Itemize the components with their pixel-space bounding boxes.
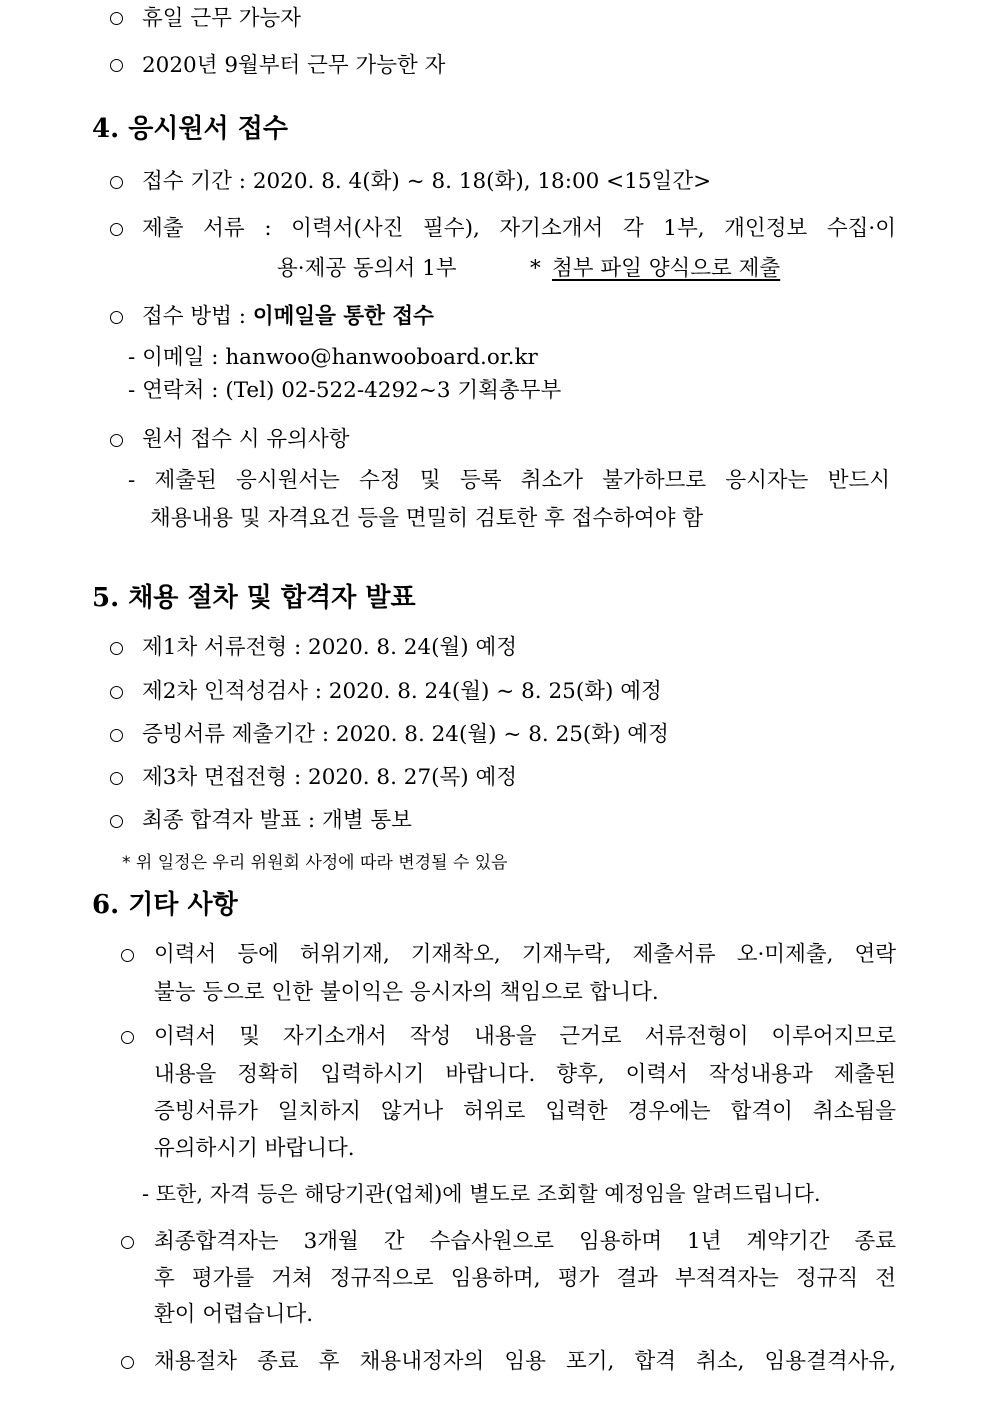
other-item2-line1: 이력서 및 자기소개서 작성 내용을 근거로 서류전형이 이루어지므로 — [154, 1024, 896, 1049]
other-item3-line1: 최종합격자는 3개월 간 수습사원으로 임용하며 1년 계약기간 종료 — [154, 1229, 896, 1254]
caution-title: 원서 접수 시 유의사항 — [142, 427, 350, 452]
bullet-circle-icon — [121, 1031, 134, 1044]
documents-note: 첨부 파일 양식으로 제출 — [552, 256, 781, 281]
bullet-circle-icon — [121, 1236, 134, 1249]
bullet-circle-icon — [110, 12, 123, 25]
step-aptitude-test: 제2차 인적성검사 : 2020. 8. 24(월) ~ 8. 25(화) 예정 — [142, 679, 662, 704]
section-4-title: 4. 응시원서 접수 — [92, 114, 288, 144]
application-period: 접수 기간 : 2020. 8. 4(화) ~ 8. 18(화), 18:00 <15일간> — [142, 169, 712, 194]
application-method-label: 접수 방법 : — [142, 304, 253, 329]
bullet-circle-icon — [110, 642, 123, 655]
other-item3-line3: 환이 어렵습니다. — [154, 1302, 314, 1327]
contact-phone: - 연락처 : (Tel) 02-522-4292~3 기획총무부 — [128, 378, 562, 403]
other-item2-sub: - 또한, 자격 등은 해당기관(업체)에 별도로 조회할 예정임을 알려드립니다. — [142, 1182, 821, 1206]
required-documents-line2: 용·제공 동의서 1부 — [277, 256, 457, 281]
caution-line2: 채용내용 및 자격요건 등을 면밀히 검토한 후 접수하여야 함 — [150, 506, 704, 531]
other-item1-line2: 불능 등으로 인한 불이익은 응시자의 책임으로 합니다. — [154, 980, 659, 1005]
step-final-announcement: 최종 합격자 발표 : 개별 통보 — [142, 808, 412, 833]
other-item2-line2: 내용을 정확히 입력하시기 바랍니다. 향후, 이력서 작성내용과 제출된 — [154, 1062, 896, 1087]
bullet-circle-icon — [121, 949, 134, 962]
bullet-circle-icon — [110, 311, 123, 324]
contact-email: - 이메일 : hanwoo@hanwooboard.or.kr — [128, 345, 538, 370]
application-method-value: 이메일을 통한 접수 — [252, 304, 434, 329]
bullet-circle-icon — [110, 772, 123, 785]
bullet-circle-icon — [121, 1356, 134, 1369]
section-6-title: 6. 기타 사항 — [92, 890, 238, 920]
schedule-note: * 위 일정은 우리 위원회 사정에 따라 변경될 수 있음 — [122, 853, 508, 873]
bullet-circle-icon — [110, 223, 123, 236]
documents-note-star: * — [530, 256, 541, 281]
section-5-title: 5. 채용 절차 및 합격자 발표 — [92, 583, 416, 613]
requirement-september: 2020년 9월부터 근무 가능한 자 — [142, 53, 446, 78]
other-item1-line1: 이력서 등에 허위기재, 기재착오, 기재누락, 제출서류 오·미제출, 연락 — [154, 942, 896, 967]
requirement-holiday: 휴일 근무 가능자 — [142, 6, 302, 31]
bullet-circle-icon — [110, 815, 123, 828]
application-method — [142, 306, 434, 328]
bullet-circle-icon — [110, 176, 123, 189]
other-item2-line4: 유의하시기 바랍니다. — [154, 1136, 355, 1161]
step-interview: 제3차 면접전형 : 2020. 8. 27(목) 예정 — [142, 765, 518, 790]
step-document-screening: 제1차 서류전형 : 2020. 8. 24(월) 예정 — [142, 635, 518, 660]
bullet-circle-icon — [110, 59, 123, 72]
other-item4-line1: 채용절차 종료 후 채용내정자의 임용 포기, 합격 취소, 임용결격사유, — [154, 1349, 896, 1374]
bullet-circle-icon — [110, 434, 123, 447]
bullet-circle-icon — [110, 729, 123, 742]
required-documents-line1: 제출 서류 : 이력서(사진 필수), 자기소개서 각 1부, 개인정보 수집·이 — [142, 216, 896, 241]
other-item2-line3: 증빙서류가 일치하지 않거나 허위로 입력한 경우에는 합격이 취소됨을 — [154, 1099, 896, 1124]
step-evidence-submission: 증빙서류 제출기간 : 2020. 8. 24(월) ~ 8. 25(화) 예정 — [142, 722, 669, 747]
bullet-circle-icon — [110, 686, 123, 699]
caution-line1: - 제출된 응시원서는 수정 및 등록 취소가 불가하므로 응시자는 반드시 — [128, 468, 890, 493]
other-item3-line2: 후 평가를 거쳐 정규직으로 임용하며, 평가 결과 부적격자는 정규직 전 — [154, 1266, 896, 1291]
